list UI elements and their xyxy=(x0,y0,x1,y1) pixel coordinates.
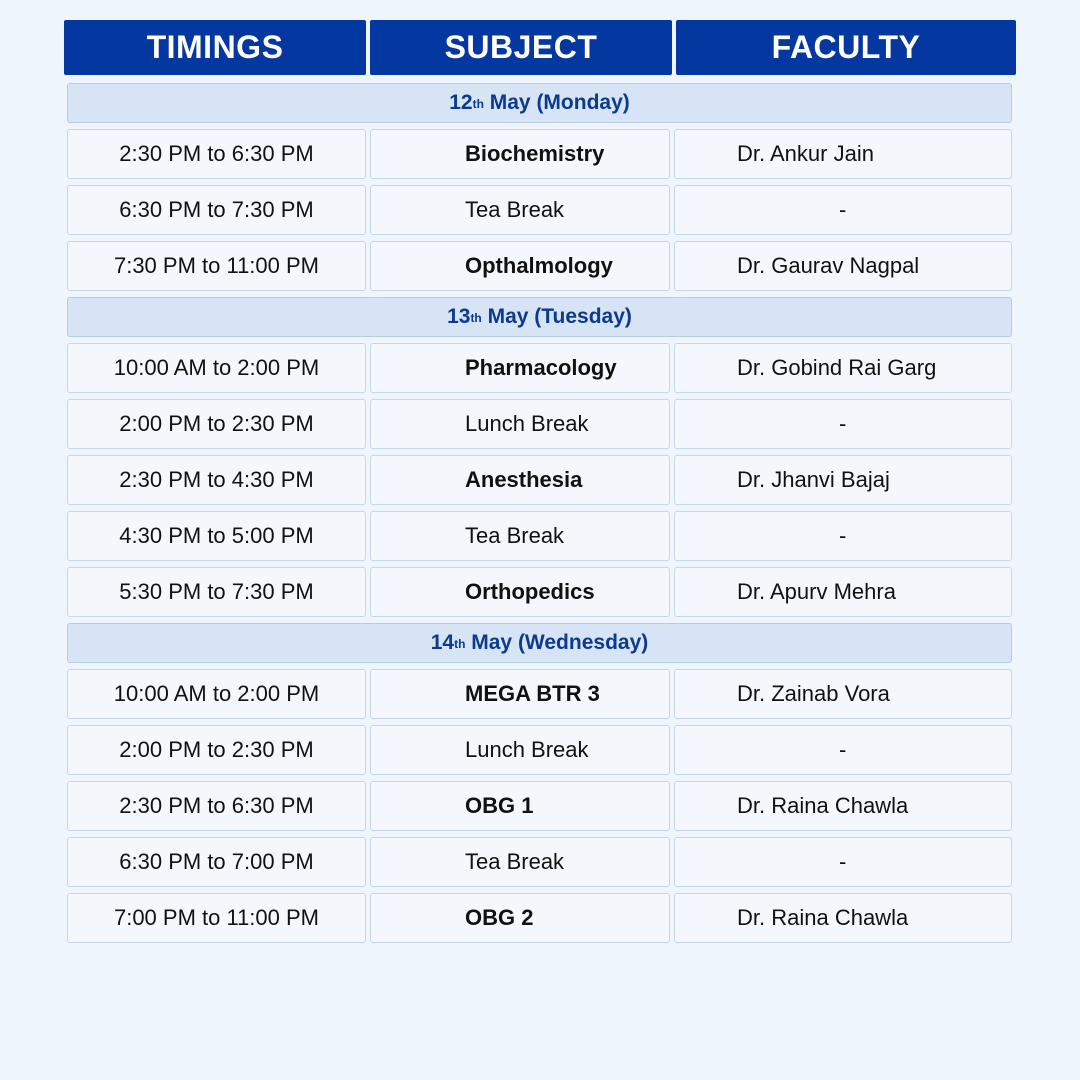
day-suffix: th xyxy=(470,311,482,325)
timing-cell: 2:30 PM to 6:30 PM xyxy=(67,781,366,831)
header-timings: TIMINGS xyxy=(64,20,366,75)
header-subject: SUBJECT xyxy=(370,20,672,75)
timing-cell: 6:30 PM to 7:00 PM xyxy=(67,837,366,887)
subject-cell: Orthopedics xyxy=(370,567,670,617)
timing-cell: 2:00 PM to 2:30 PM xyxy=(67,725,366,775)
day-number: 12 xyxy=(449,91,473,114)
timing-cell: 6:30 PM to 7:30 PM xyxy=(67,185,366,235)
faculty-cell: Dr. Apurv Mehra xyxy=(674,567,1012,617)
header-faculty: FACULTY xyxy=(676,20,1016,75)
timing-cell: 2:30 PM to 6:30 PM xyxy=(67,129,366,179)
subject-cell: Pharmacology xyxy=(370,343,670,393)
table-row xyxy=(67,567,1016,617)
faculty-cell: Dr. Raina Chawla xyxy=(674,893,1012,943)
table-row xyxy=(67,241,1016,291)
faculty-cell: Dr. Zainab Vora xyxy=(674,669,1012,719)
subject-cell: OBG 2 xyxy=(370,893,670,943)
timing-cell: 2:00 PM to 2:30 PM xyxy=(67,399,366,449)
timing-cell: 7:30 PM to 11:00 PM xyxy=(67,241,366,291)
faculty-cell: Dr. Raina Chawla xyxy=(674,781,1012,831)
faculty-cell: Dr. Gobind Rai Garg xyxy=(674,343,1012,393)
day-label: May (Tuesday) xyxy=(481,305,632,328)
faculty-cell: - xyxy=(674,185,1012,235)
subject-cell: Biochemistry xyxy=(370,129,670,179)
timing-cell: 10:00 AM to 2:00 PM xyxy=(67,669,366,719)
table-row xyxy=(67,781,1016,831)
day-header xyxy=(67,623,1012,663)
faculty-cell: - xyxy=(674,725,1012,775)
faculty-cell: - xyxy=(674,511,1012,561)
table-row xyxy=(67,511,1016,561)
day-label: May (Monday) xyxy=(483,91,630,114)
subject-cell: Tea Break xyxy=(370,185,670,235)
day-number: 14 xyxy=(430,631,455,654)
table-row xyxy=(67,399,1016,449)
table-header xyxy=(64,20,1016,75)
day-header xyxy=(67,297,1012,337)
day-number: 13 xyxy=(447,305,471,328)
subject-cell: Lunch Break xyxy=(370,725,670,775)
subject-cell: Anesthesia xyxy=(370,455,670,505)
day-label: May (Wednesday) xyxy=(465,631,649,654)
subject-cell: Tea Break xyxy=(370,837,670,887)
subject-cell: OBG 1 xyxy=(370,781,670,831)
subject-cell: Tea Break xyxy=(370,511,670,561)
faculty-cell: Dr. Gaurav Nagpal xyxy=(674,241,1012,291)
faculty-cell: Dr. Jhanvi Bajaj xyxy=(674,455,1012,505)
table-row xyxy=(67,455,1016,505)
table-body xyxy=(64,83,1016,943)
timing-cell: 10:00 AM to 2:00 PM xyxy=(67,343,366,393)
table-row xyxy=(67,893,1016,943)
faculty-cell: Dr. Ankur Jain xyxy=(674,129,1012,179)
day-suffix: th xyxy=(472,97,484,111)
table-row xyxy=(67,129,1016,179)
table-row xyxy=(67,343,1016,393)
table-row xyxy=(67,669,1016,719)
day-header xyxy=(67,83,1012,123)
subject-cell: MEGA BTR 3 xyxy=(370,669,670,719)
faculty-cell: - xyxy=(674,837,1012,887)
timing-cell: 5:30 PM to 7:30 PM xyxy=(67,567,366,617)
day-suffix: th xyxy=(454,637,466,651)
table-row xyxy=(67,185,1016,235)
table-row xyxy=(67,837,1016,887)
schedule-table xyxy=(64,20,1016,949)
subject-cell: Lunch Break xyxy=(370,399,670,449)
subject-cell: Opthalmology xyxy=(370,241,670,291)
faculty-cell: - xyxy=(674,399,1012,449)
table-row xyxy=(67,725,1016,775)
timing-cell: 2:30 PM to 4:30 PM xyxy=(67,455,366,505)
timing-cell: 7:00 PM to 11:00 PM xyxy=(67,893,366,943)
timing-cell: 4:30 PM to 5:00 PM xyxy=(67,511,366,561)
